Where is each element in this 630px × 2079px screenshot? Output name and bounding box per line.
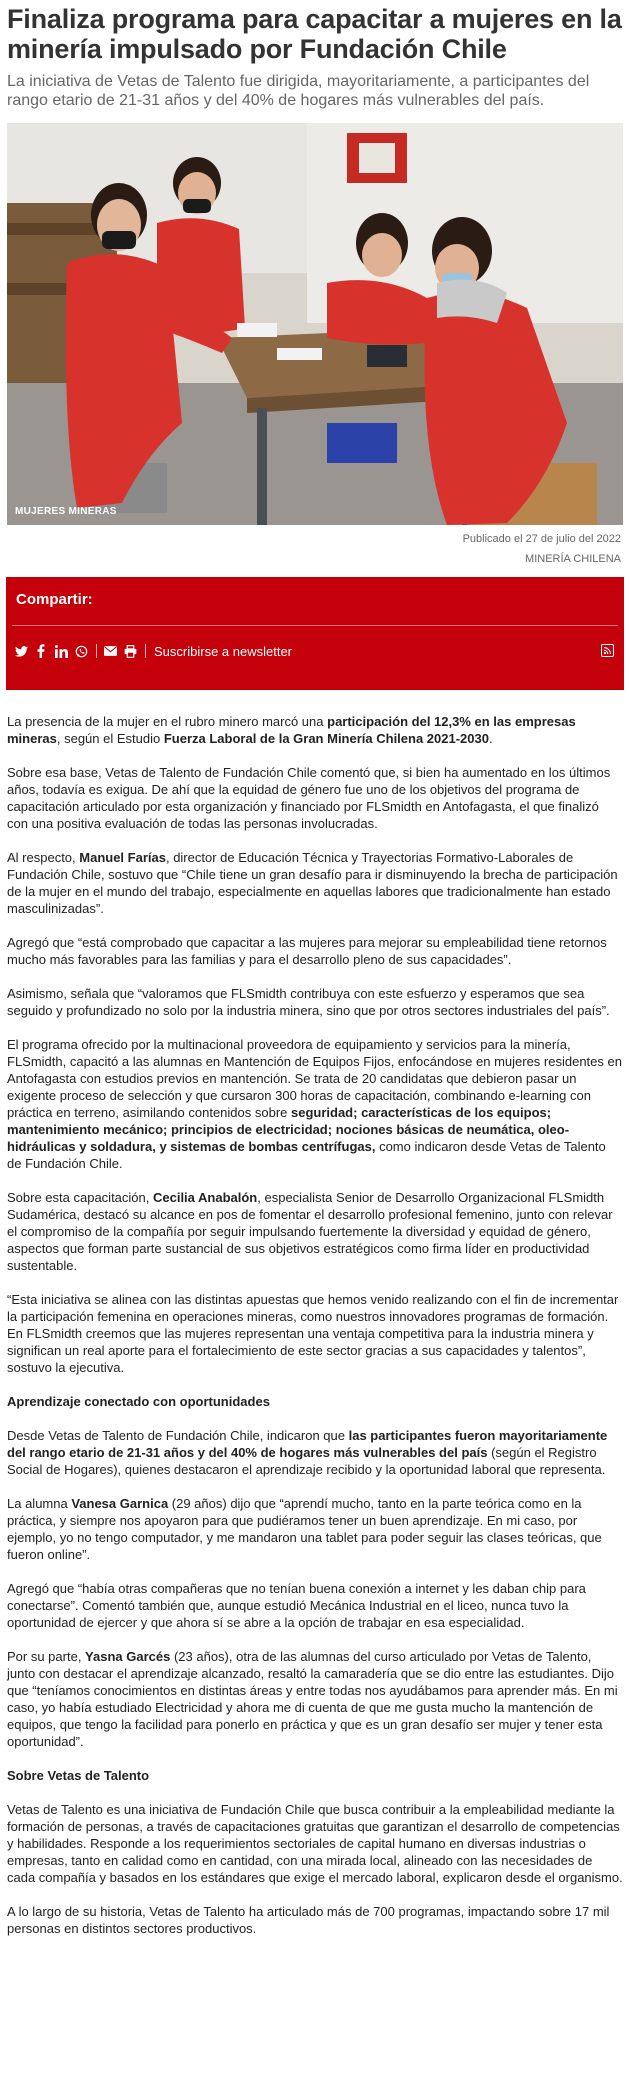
paragraph: A lo largo de su historia, Vetas de Talento ha articulado más de 700 programas, impactando sobre 17 mil personas en distintos sectores productivos. (7, 1904, 610, 1936)
mail-icon[interactable] (103, 644, 117, 658)
paragraph: Al respecto, Manuel Farías, director de Educación Técnica y Trayectorias Formativo-Laborales de Fundación Chile, sostuvo que “Chile tiene un gran desafío para ir disminuyendo la brecha de participación de la mujer en el mundo del trabajo, especialmente en aquellas labores que tradicionalmente han estado masculinizadas”. (7, 850, 618, 916)
facebook-icon[interactable] (34, 644, 48, 658)
whatsapp-icon[interactable] (74, 644, 88, 658)
paragraph: Sobre esta capacitación, Cecilia Anabalón, especialista Senior de Desarrollo Organizacional FLSmidth Sudamérica, destacó su alcance en pos de fomentar el desarrollo profesional femenino, junto con relevar el compromiso de la compañía por seguir impulsando fuertemente la diversidad y equidad de género, aspectos que forman parte sustancial de sus objetivos estratégicos como firma líder en productividad sustentable. (7, 1190, 613, 1273)
paragraph: Asimismo, señala que “valoramos que FLSmidth contribuya con este esfuerzo y esperamos que sea seguido y profundizado no solo por la industria minera, sino que por otros sectores industriales del país”. (7, 986, 610, 1018)
section-label[interactable]: MINERÍA CHILENA (525, 553, 621, 565)
share-icons (14, 643, 292, 659)
paragraph: Agregó que “había otras compañeras que no tenían buena conexión a internet y les daban chip para conectarse”. Comentó también que, aunque estudió Mecánica Industrial en el liceo, nunca tuvo la oportunidad de ejercer y que ahora sí se abre a la opción de trabajar en esa especialidad. (7, 1581, 586, 1630)
article-meta (0, 532, 630, 566)
print-icon[interactable] (123, 644, 137, 658)
article-photo (7, 123, 623, 525)
share-divider (12, 625, 618, 626)
share-label: Compartir: (16, 591, 93, 608)
share-bar (6, 577, 624, 690)
paragraph: La presencia de la mujer en el rubro minero marcó una participación del 12,3% en las empresas mineras, según el Estudio Fuerza Laboral de la Gran Minería Chilena 2021-2030. (7, 714, 576, 746)
paragraph: Vetas de Talento es una iniciativa de Fundación Chile que busca contribuir a la empleabilidad mediante la formación de personas, a través de capacitaciones gratuitas que garantizan el desarrollo de competencias y habilidades. Responde a los requerimientos sectoriales de capital humano en diversas industrias o empresas, tanto en calidad como en cantidad, con una mirada local, alineado con las necesidades de cada compañía y basados en los estándares que exige el mercado laboral, explicaron desde el organismo. (7, 1802, 623, 1885)
linkedin-icon[interactable] (54, 644, 68, 658)
paragraph: “Esta iniciativa se alinea con las distintas apuestas que hemos venido realizando con el fin de incrementar la participación femenina en operaciones mineras, como nuestros innovadores programas de formación. En FLSmidth creemos que las mujeres representan una ventaja competitiva para la industria minera y significan un real aporte para el fortalecimiento de este sector gracias a sus capacidades y talentos”, sostuvo la ejecutiva. (7, 1292, 619, 1375)
publish-date: Publicado el 27 de julio del 2022 (462, 533, 621, 545)
paragraph: La alumna Vanesa Garnica (29 años) dijo que “aprendí mucho, tanto en la parte teórica como en la práctica, y siempre nos apoyaron para que pudiéramos tener un buen aprendizaje. En mi caso, por ejemplo, yo no tengo computador, y me mandaron una tablet para poder seguir las clases teóricas, que fueron online”. (7, 1496, 602, 1562)
article-subtitle: La iniciativa de Vetas de Talento fue dirigida, mayoritariamente, a participantes del rango etario de 21-31 años y del 40% de hogares más vulnerables del país. (7, 73, 590, 109)
section-heading: Sobre Vetas de Talento (7, 1768, 150, 1783)
paragraph: Sobre esa base, Vetas de Talento de Fundación Chile comentó que, si bien ha aumentado en los últimos años, todavía es exigua. De ahí que la equidad de género fue uno de los objetivos del programa de capacitación articulado por esta organización y financiado por FLSmidth en Antofagasta, el que finalizó con una positiva evaluación de todas las personas involucradas. (7, 765, 611, 831)
paragraph: Por su parte, Yasna Garcés (23 años), otra de las alumnas del curso articulado por Vetas de Talento, junto con destacar el aprendizaje alcanzado, resaltó la camaradería que se dio entre las estudiantes. Dijo que “teníamos conocimientos en distintas áreas y entre todas nos ayudábamos para aprender más. En mi caso, yo había estudiado Electricidad y ahora me di cuenta de que me gusta mucho la mantención de equipos, que tengo la facilidad para ponerlo en práctica y que es un gran desafío ser mujer y tener esta oportunidad”. (7, 1649, 618, 1749)
paragraph: El programa ofrecido por la multinacional proveedora de equipamiento y servicios para la minería, FLSmidth, capacitó a las alumnas en Mantención de Equipos Fijos, enfocándose en mujeres residentes en Antofagasta con estudios previos en mantención. Se trata de 20 candidatas que debieron pasar un exigente proceso de selección y que cursaron 300 horas de capacitación, combinando e-learning con práctica en terreno, asimilando contenidos sobre seguridad; características de los equipos; mantenimiento mecánico; principios de electricidad; nociones básicas de neumática, oleo-hidráulicas y soldadura, y sistemas de bombas centrífugas, como indicaron desde Vetas de Talento de Fundación Chile. (7, 1037, 622, 1171)
share-separator (96, 644, 97, 658)
article-title: Finaliza programa para capacitar a mujeres en la minería impulsado por Fundación Chile (7, 4, 622, 64)
workshop-photo-illustration (7, 123, 623, 525)
newsletter-subscribe-link[interactable]: Suscribirse a newsletter (154, 643, 292, 659)
share-separator (145, 644, 146, 658)
section-heading: Aprendizaje conectado con oportunidades (7, 1394, 270, 1409)
article-body (0, 713, 630, 1937)
paragraph: Desde Vetas de Talento de Fundación Chile, indicaron que las participantes fueron mayoritariamente del rango etario de 21-31 años y del 40% de hogares más vulnerables del país (según el Registro Social de Hogares), quienes destacaron el aprendizaje recibido y la oportunidad laboral que representa. (7, 1428, 608, 1477)
rss-icon[interactable] (601, 644, 614, 657)
photo-category-tag[interactable]: MUJERES MINERAS (15, 506, 117, 517)
paragraph: Agregó que “está comprobado que capacitar a las mujeres para mejorar su empleabilidad tiene retornos mucho más favorables para las familias y para el desarrollo pleno de sus capacidades”. (7, 935, 607, 967)
twitter-icon[interactable] (14, 644, 28, 658)
